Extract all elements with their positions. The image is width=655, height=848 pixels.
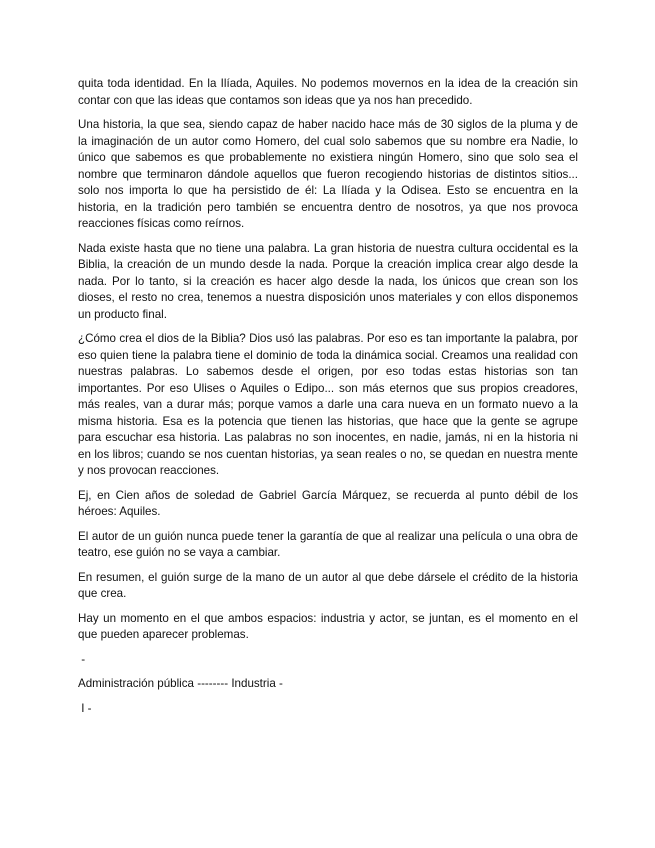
paragraph-8: Hay un momento en el que ambos espacios: industria y actor, se juntan, es el momento en el que pueden aparecer problemas. [78,611,578,641]
paragraph-7: En resumen, el guión surge de la mano de un autor al que debe dársele el crédito de la historia que crea. [78,570,578,600]
paragraph-5: Ej, en Cien años de soledad de Gabriel García Márquez, se recuerda al punto débil de los héroes: Aquiles. [78,488,578,518]
paragraph-3: Nada existe hasta que no tiene una palabra. La gran historia de nuestra cultura occidental es la Biblia, la creación de un mundo desde la nada. Porque la creación implica crear algo desde la nada. Por lo tanto, si la creación es hacer algo desde la nada, los únicos que crean son los dioses, el resto no crea, tenemos a nuestra disposición unos materiales y con ellos disponemos un producto final. [78,241,578,321]
paragraph-4: ¿Cómo crea el dios de la Biblia? Dios usó las palabras. Por eso es tan importante la palabra, por eso quien tiene la palabra tiene el dominio de toda la dinámica social. Creamos una realidad con nuestras palabras. Lo sabemos desde el origen, por eso todas estas historias son tan importantes. Por eso Ulises o Aquiles o Edipo... son más eternos que sus propios creadores, más reales, van a durar más; porque vamos a darle una cara nueva en un formato nuevo a la misma historia. Esa es la potencia que tienen las historias, que hace que la gente se agrupe para escuchar esa historia. Las palabras no son inocentes, en nadie, jamás, ni en la historia ni en los libros; cuando se nos cuentan historias, ya sean reales o no, se quedan en nuestra mente y nos provocan reacciones. [78,332,578,477]
paragraph-6: El autor de un guión nunca puede tener la garantía de que al realizar una película o una obra de teatro, ese guión no se vaya a cambiar. [78,529,578,559]
document-body [78,76,578,717]
paragraph-1: quita toda identidad. En la Ilíada, Aquiles. No podemos movernos en la idea de la creación sin contar con que las ideas que contamos son ideas que ya nos han precedido. [78,77,578,107]
dash-line: - [78,652,86,666]
paragraph-2: Una historia, la que sea, siendo capaz de haber nacido hace más de 30 siglos de la pluma y de la imaginación de un autor como Homero, del cual solo sabemos que su nombre era Nadie, lo único que sabemos es que probablemente no existiera ningún Homero, sino que solo sea el nombre que terminaron dándole aquellos que fueron recogiendo historias de distintos sitios... solo nos importa lo que ha persistido de él: La Ilíada y la Odisea. Esto se encuentra en la historia, en la tradición pero también se encuentra dentro de nosotros, ya que nos provoca reacciones físicas como reírnos. [78,118,578,230]
final-line: I - [78,701,92,715]
administration-line: Administración pública -------- Industria - [78,677,283,690]
